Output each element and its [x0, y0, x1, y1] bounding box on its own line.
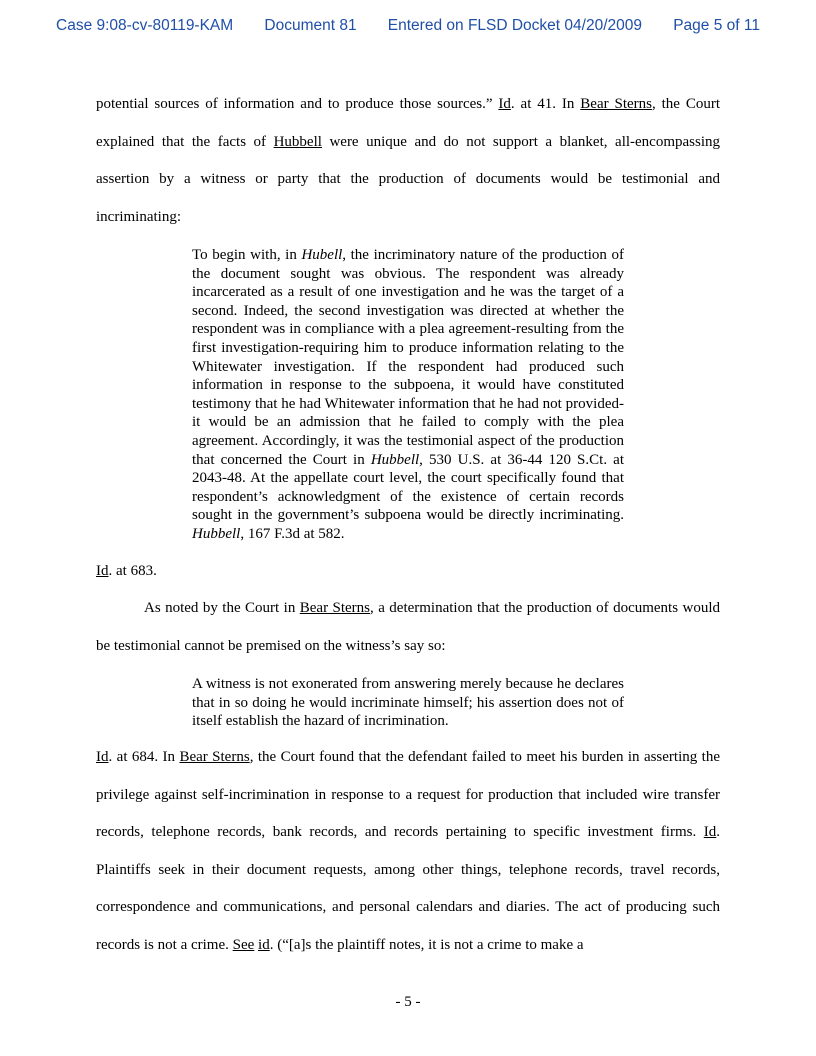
paragraph-2: As noted by the Court in Bear Sterns, a determination that the production of documents would be testimonial cannot be premised on the witness’s say so:	[96, 600, 720, 654]
citation-id: Id	[703, 824, 717, 841]
case-name-bear-sterns: Bear Sterns	[580, 96, 652, 112]
paragraph-3: Id. at 684. In Bear Sterns, the Court found that the defendant failed to meet his burden in asserting the privilege against self-incrimination in response to a request for production that included wire transfer records, telephone records, bank records, and records pertaining to specific investment firms. Id. Plaintiffs seek in their document requests, among other things, telephone records, travel records, correspondence and communications, and personal calendars and diaries. The act of producing such records is not a crime. See id. (“[a]s the plaintiff notes, it is not a crime to make a	[96, 749, 720, 953]
citation-see: See	[232, 936, 255, 953]
citation-id: id	[258, 936, 270, 953]
citation-line: Id. at 683.	[96, 563, 157, 579]
case-name-bear-sterns: Bear Sterns	[179, 749, 250, 765]
page-number: - 5 -	[395, 994, 421, 1010]
case-name-hubell: Hubell	[301, 247, 343, 263]
page-indicator: Page 5 of 11	[673, 17, 760, 34]
case-name-hubbell: Hubbell	[370, 451, 420, 468]
citation-id: Id	[96, 563, 109, 579]
paragraph-1: potential sources of information and to produce those sources.” Id. at 41. In Bear Sterns, the Court explained that the facts of Hubbell were unique and do not support a blanket, all-encompassing assertion by a witness or party that the production of documents would be testimonial and incriminating:	[96, 96, 721, 225]
docket-entry: Entered on FLSD Docket 04/20/2009	[387, 17, 642, 34]
block-quote-2: A witness is not exonerated from answering merely because he declares that in so doing he would incriminate himself; his assertion does not of itself establish the hazard of incrimination.	[192, 676, 624, 730]
docket-header	[56, 17, 760, 35]
block-quote-1: To begin with, in Hubell, the incriminatory nature of the production of the document sought was obvious. The respondent was already incarcerated as a result of one investigation and he was the target of a second. Indeed, the second investigation was directed at whether the respondent was in compliance with a plea agreement-resulting from the first investigation-requiring him to produce information relating to the Whitewater investigation. If the respondent had produced such information in response to the subpoena, it would have constituted testimony that he had Whitewater information that he had not provided-it would be an admission that he failed to comply with the plea agreement. Accordingly, it was the testimonial aspect of the production that concerned the Court in Hubbell, 530 U.S. at 36-44 120 S.Ct. at 2043-48. At the appellate court level, the court specifically found that respondent’s acknowledgment of the existence of certain records sought in the government’s subpoena would be directly incriminating. Hubbell, 167 F.3d at 582.	[192, 247, 625, 542]
citation-id: Id	[96, 749, 109, 765]
citation-id: Id	[498, 96, 511, 112]
case-name-bear-sterns: Bear Sterns	[299, 600, 371, 616]
case-number: Case 9:08-cv-80119-KAM	[56, 17, 234, 34]
document-number: Document 81	[264, 17, 357, 34]
case-name-hubbell: Hubbell	[192, 525, 241, 542]
case-name-hubbell: Hubbell	[273, 133, 322, 150]
